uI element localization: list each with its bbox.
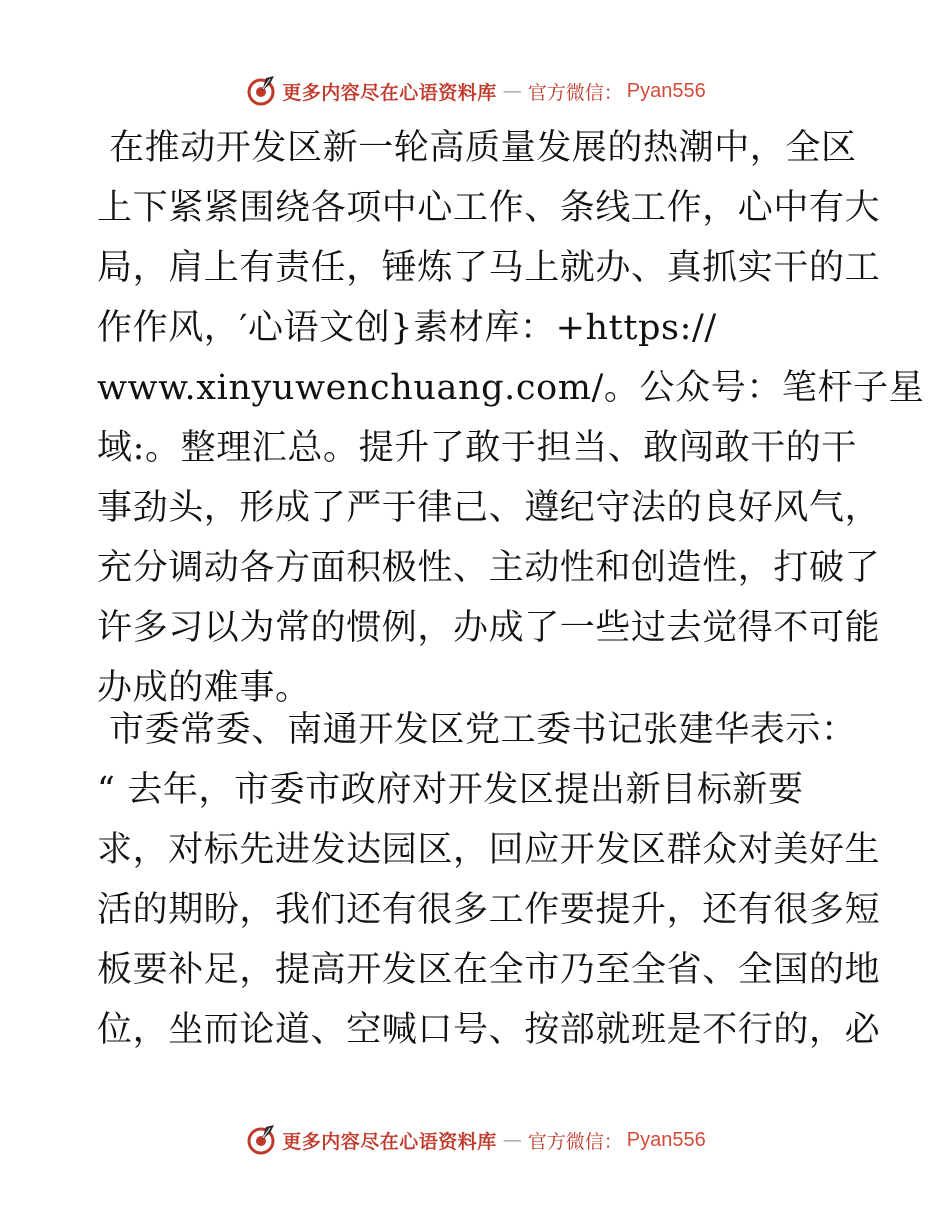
text-line: www.xinyuwenchuang.com/。公众号：笔杆子星	[97, 368, 925, 408]
banner-lead-text: 更多内容尽在心语资料库	[282, 1130, 497, 1153]
text-line: 充分调动各方面积极性、主动性和创造性，打破了	[97, 548, 881, 588]
text-line: 位，坐而论道、空喊口号、按部就班是不行的，必	[97, 1010, 881, 1050]
text-line: 局，肩上有责任，锤炼了马上就办、真抓实干的工	[97, 248, 881, 288]
header-banner	[0, 71, 950, 111]
banner-wechat-id: Pyan556	[626, 1128, 706, 1151]
paragraph-2	[97, 700, 881, 1060]
text-line: 事劲头，形成了严于律己、遵纪守法的良好风气，	[97, 488, 881, 528]
banner-wechat-label: 官方微信：	[527, 81, 623, 104]
text-line: 市委常委、南通开发区党工委书记张建华表示：	[109, 710, 857, 750]
banner-wechat-id: Pyan556	[626, 79, 706, 102]
text-line: 作作风，′心语文创}素材库：+https://	[97, 308, 717, 348]
text-line: 域:。整理汇总。提升了敢于担当、敢闯敢干的干	[97, 428, 857, 468]
text-line: 板要补足，提高开发区在全市乃至全省、全国的地	[97, 950, 881, 990]
banner-separator: —	[502, 80, 522, 102]
text-line: 在推动开发区新一轮高质量发展的热潮中，全区	[109, 128, 857, 168]
text-line: “ 去年，市委市政府对开发区提出新目标新要	[97, 770, 804, 810]
text-line: 上下紧紧围绕各项中心工作、条线工作，心中有大	[97, 188, 881, 228]
text-line: 求，对标先进发达园区，回应开发区群众对美好生	[97, 830, 881, 870]
quill-logo-icon	[244, 1123, 278, 1157]
banner-lead-text: 更多内容尽在心语资料库	[282, 81, 497, 104]
banner-separator: —	[502, 1129, 522, 1151]
banner-wechat-label: 官方微信：	[527, 1130, 623, 1153]
quill-logo-icon	[244, 74, 278, 108]
footer-banner	[0, 1120, 950, 1160]
paragraph-1	[97, 118, 925, 718]
text-line: 办成的难事。	[97, 668, 311, 708]
text-line: 许多习以为常的惯例，办成了一些过去觉得不可能	[97, 608, 881, 648]
text-line: 活的期盼，我们还有很多工作要提升，还有很多短	[97, 890, 881, 930]
